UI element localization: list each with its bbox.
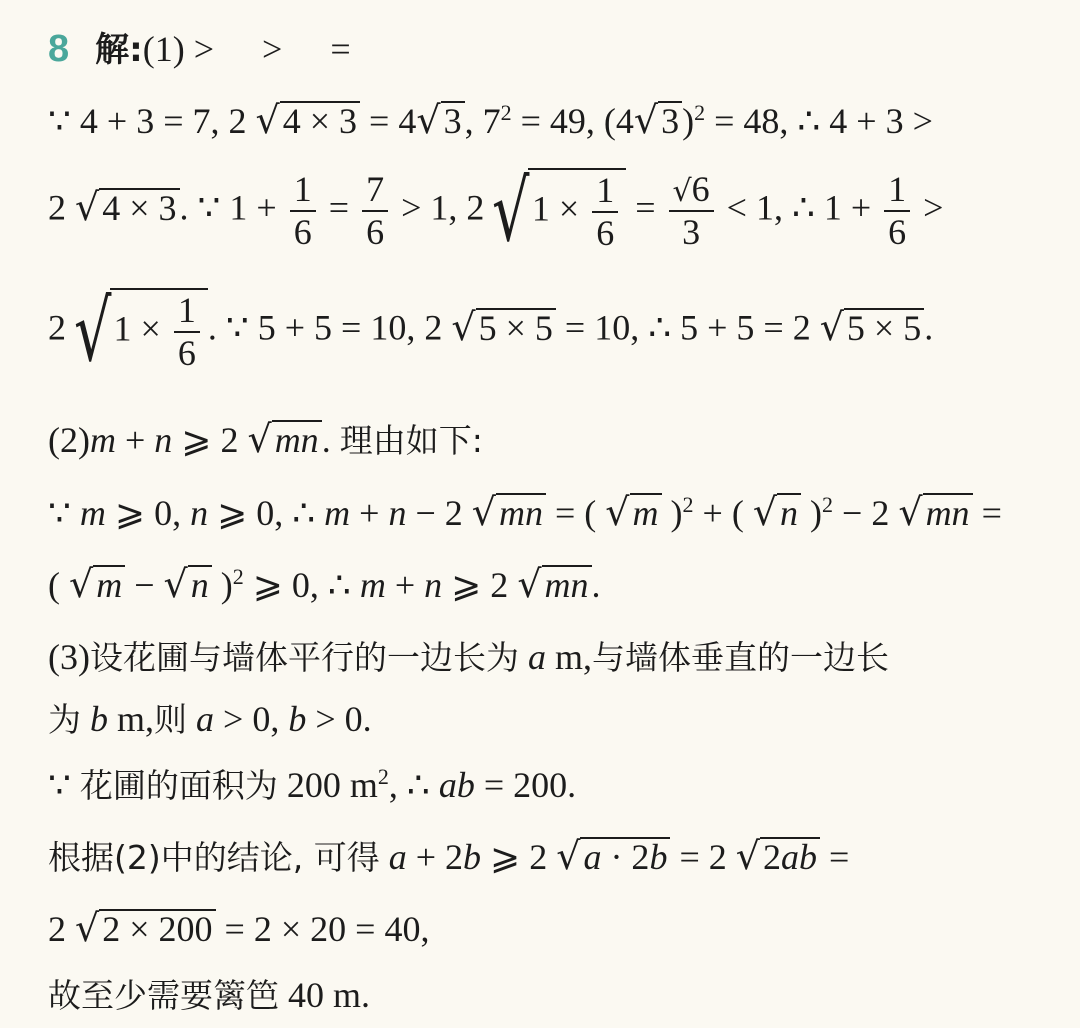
question-number: 8 (48, 28, 70, 70)
part1-text: (1) > > = (142, 29, 351, 69)
line-13: 故至少需要篱笆 40 m. (48, 975, 371, 1015)
line-10: ∵ 花圃的面积为 200 $m^2$, ∴ ab = 200. (48, 764, 577, 805)
line-7: ( √m − √n )$^2$ ⩾ 0, ∴ m + n ⩾ 2 √mn. (48, 562, 601, 606)
answer-header (48, 22, 351, 71)
line-11: 根据(2)中的结论, 可得 a + 2b ⩾ 2 √a · 2b = 2 √2ab = (48, 834, 850, 878)
line-3: 2 √4 × 3. ∵ 1 + $\frac{1}{6}$ = $\frac{7}{6}$ > 1, 2√1 × $\frac{1}{6}$ = $\frac{√6}{3}$ < 1, ∴ 1 + $\frac{1}{6}$ > (48, 162, 944, 261)
line-6: ∵ m ⩾ 0, n ⩾ 0, ∴ m + n − 2 √mn = ( √m )$^2$ + ( √n )$^2$ − 2 √mn = (48, 490, 1002, 534)
line-2: ∵ 4 + 3 = 7, 2 √4 × 3 = 4√3, $7^2 = 49$, $(4√3)^2 = 48$, ∴ 4 + 3 > (48, 98, 933, 142)
line-12: 2 √2 × 200 = 2 × 20 = 40, (48, 906, 430, 950)
line-5: (2)m + n ⩾ 2 √mn. 理由如下: (48, 417, 483, 461)
line-4: 2√1 × $\frac{1}{6}$ . ∵ 5 + 5 = 10, 2 √5 × 5 = 10, ∴ 5 + 5 = 2 √5 × 5. (48, 282, 934, 381)
line-9: 为 b m,则 a > 0, b > 0. (48, 699, 372, 739)
answer-label: 解: (95, 30, 143, 70)
line-8: (3)设花圃与墙体平行的一边长为 a m,与墙体垂直的一边长 (48, 637, 889, 677)
